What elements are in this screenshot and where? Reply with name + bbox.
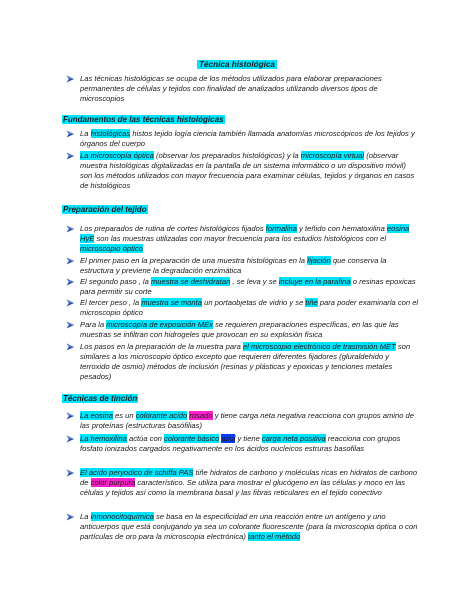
list-item: La microscopía óptica (observar los preparados histológicos) y la microscopía virtual (observar muestra histológicas digitalizadas en la pantalla de un sistema informático o un dispositivo móvil) son los métodos utilizados con mayor frecuencia para examinar células, tejidos y órganos en casos de histológicos bbox=[80, 151, 420, 191]
arrow-bullet-icon bbox=[66, 257, 75, 265]
arrow-bullet-icon bbox=[66, 299, 75, 307]
list-item: La hemoxilina actúa con colorante básico azul y tiene carga neta positiva reacciona con grupos fosfato ionizados cargados negativamente en los ácidos nucleicos estruras basofilas bbox=[80, 434, 420, 454]
list-item: El tercer peso , la muestra se monta un portaobjetas de vidrio y se tiñe para poder examinarla con el microscopio óptico bbox=[80, 298, 420, 318]
arrow-bullet-icon bbox=[66, 469, 75, 477]
document-title: Técnica histológica bbox=[199, 60, 275, 69]
list-item: Los preparados de rutina de cortes histológicos fijados formalina y teñido con hematoxilina eosina HyE son las muestras utilizadas con mayor frecuencia para los estudios histológicos con el microscopio óptico bbox=[80, 224, 420, 254]
arrow-bullet-icon bbox=[66, 152, 75, 160]
arrow-bullet-icon bbox=[66, 75, 75, 83]
list-item: El ácido peryodico de schiffa PAS tiñe hidratos de carbono y moléculas ricas en hidratos de carbono de color purpura característico. Se utiliza para mostrar el glucógeno en las células y moco en las células y tejidos así como la membrana basal y las fibras reticulares en el tejido conectivo bbox=[80, 468, 420, 498]
section-heading-fundamentos: Fundamentos de las técnicas histológicas bbox=[63, 115, 224, 124]
list-item: La eosina es un colorante acido rosado y tiene carga neta negativa reacciona con grupos amino de las proteínas (estructuras basófilias) bbox=[80, 411, 420, 431]
intro-item: Las técnicas histológicas se ocupa de los métodos utilizados para elaborar preparaciones permanentes de células y tejidos con finalidad de analizados utilizando diversos tipos de microscopios bbox=[80, 74, 420, 104]
arrow-bullet-icon bbox=[66, 278, 75, 286]
list-item: El segundo paso , la muestra se deshidratan , se leva y se incluye en la parafina o resinas epoxicas para permitir su corte bbox=[80, 277, 420, 297]
arrow-bullet-icon bbox=[66, 435, 75, 443]
section-heading-preparacion: Preparación del tejido bbox=[63, 205, 147, 214]
section-heading-tincion: Técnicas de tinción bbox=[63, 394, 138, 403]
arrow-bullet-icon bbox=[66, 225, 75, 233]
arrow-bullet-icon bbox=[66, 343, 75, 351]
list-item: El primer paso en la preparación de una muestra histológicas en la fijación que conserva la estructura y previene la degradación enzimática bbox=[80, 256, 420, 276]
list-item: La inmonocitoquímica se basa en la especificidad en una reacción entre un antígeno y uno anticuerpos que está conjugando ya sea un colorante fluorescente (para la microscopia óptica o con partículas de oro para la microscopia electrónica) tanto el método bbox=[80, 512, 420, 542]
arrow-bullet-icon bbox=[66, 513, 75, 521]
list-item: Los pasos en la preparación de la muestra para el microscopio electrónico de trasmisión MET son similares a los microscopio óptico excepto que requieren diferentes fijadores (gluraldehido y terroxido de osmio) métodos de inclusión (resinas y plásticas y epoxicas y tenciones metales pesados) bbox=[80, 342, 420, 382]
arrow-bullet-icon bbox=[66, 130, 75, 138]
arrow-bullet-icon bbox=[66, 412, 75, 420]
list-item: Para la microscopía de exposición MEx se requieren preparaciones específicas, en las que las muestras se infiltran con hidrogeles que provocan en su explosión física bbox=[80, 320, 420, 340]
list-item: La histológicas histos tejido logía ciencia también llamada anatomías microscópicos de los tejidos y órganos del cuerpo bbox=[80, 129, 420, 149]
arrow-bullet-icon bbox=[66, 321, 75, 329]
